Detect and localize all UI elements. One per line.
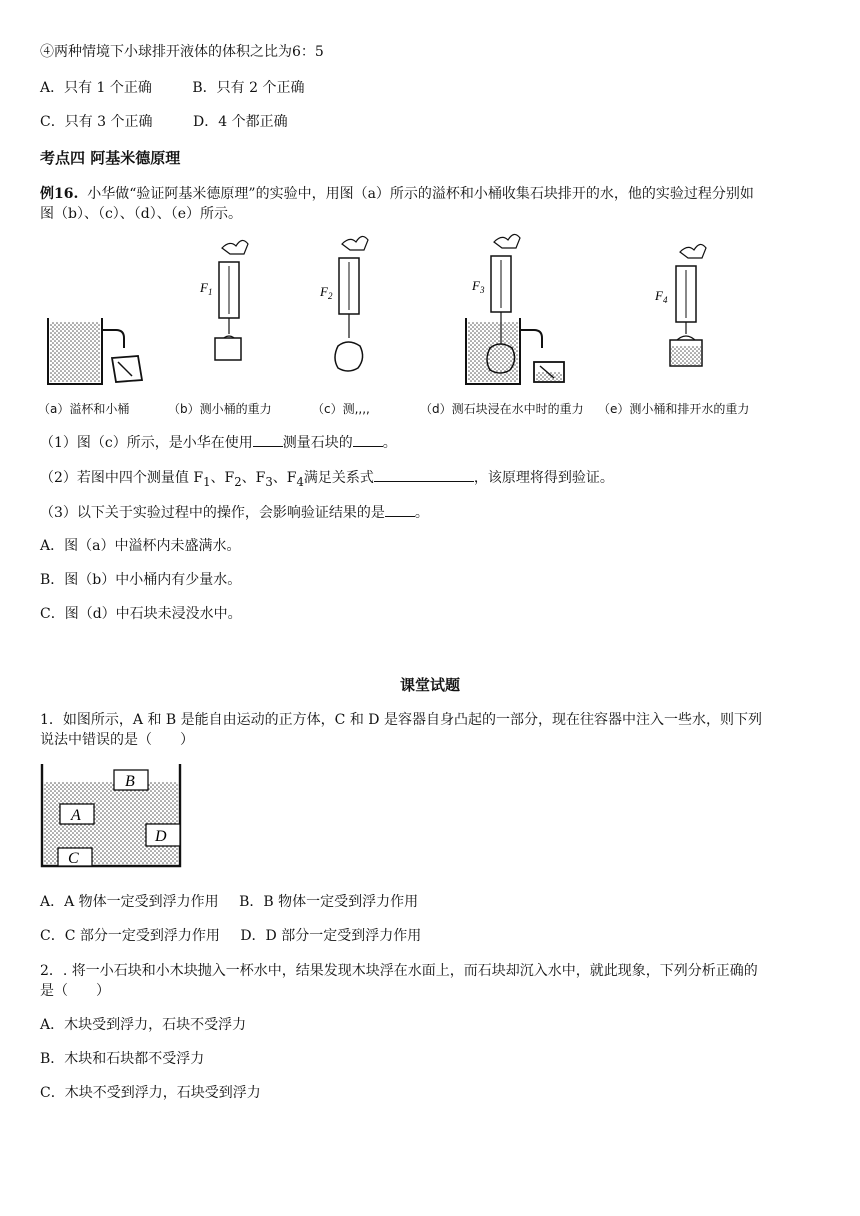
cq1-options-ab — [40, 892, 418, 912]
caption-e: （e）测小桶和排开水的重力 — [598, 402, 750, 416]
cq1-line2: 说法中错误的是（ ） — [40, 732, 194, 748]
cq1-option-a[interactable]: A．A 物体一定受到浮力作用 — [40, 894, 219, 910]
example16-line2: 图（b）、（c）、（d）、（e）所示。 — [40, 206, 243, 222]
cq2-option-a[interactable]: A．木块受到浮力，石块不受浮力 — [40, 1017, 247, 1033]
example16-line1 — [40, 184, 754, 204]
ex16-option-a[interactable]: A．图（a）中溢杯内未盛满水。 — [40, 538, 241, 554]
cq1-option-c[interactable]: C．C 部分一定受到浮力作用 — [40, 928, 220, 944]
cq1-option-b[interactable]: B．B 物体一定受到浮力作用 — [239, 894, 419, 910]
answer-blank-4[interactable] — [385, 502, 415, 517]
option-c[interactable]: C．只有 3 个正确 — [40, 114, 153, 130]
small-bucket-a — [112, 356, 142, 382]
svg-text:C: C — [68, 850, 79, 867]
cq1-line1: 1．如图所示，A 和 B 是能自由运动的正方体，C 和 D 是容器自身凸起的一部分，现在往容器中注入一些水，则下列 — [40, 712, 762, 728]
option-d[interactable]: D．4 个都正确 — [192, 114, 288, 130]
cq1-options-cd — [40, 926, 421, 946]
bump-d — [146, 824, 180, 846]
bump-c — [58, 848, 92, 867]
subquestion-1: （1）图（c）所示，是小华在使用 测量石块的 。 — [40, 432, 397, 453]
subquestion-2: （2）若图中四个测量值 $F_1$、$F_2$、$F_3$、$F_4$满足关系式 ，该原理将得到验证。 — [40, 467, 614, 492]
cq2-line2: 是（ ） — [40, 983, 110, 999]
example-text-1: 小华做“验证阿基米德原理”的实验中，用图（a）所示的溢杯和小桶收集石块排开的水，他的实验过程分别如 — [87, 186, 754, 202]
container-figure — [36, 760, 186, 872]
block-b — [114, 770, 148, 790]
options-row-ab — [40, 78, 304, 98]
caption-b: （b）测小桶的重力 — [168, 402, 272, 416]
classroom-title: 课堂试题 — [399, 676, 460, 694]
option-b[interactable]: B．只有 2 个正确 — [192, 80, 305, 96]
statement-4: ④两种情境下小球排开液体的体积之比为6：5 — [40, 44, 324, 60]
ex16-option-b[interactable]: B．图（b）中小桶内有少量水。 — [40, 572, 242, 588]
cq2-option-c[interactable]: C．木块不受到浮力，石块受到浮力 — [40, 1085, 261, 1101]
svg-text:A: A — [71, 807, 81, 824]
force-label-f4: $F_4$ — [655, 288, 668, 305]
svg-text:D: D — [155, 828, 167, 845]
answer-blank-2[interactable] — [353, 432, 383, 447]
cq1-option-d[interactable]: D．D 部分一定受到浮力作用 — [240, 928, 422, 944]
experiment-figure — [0, 230, 860, 400]
ex16-option-c[interactable]: C．图（d）中石块未浸没水中。 — [40, 606, 242, 622]
force-label-f1: $F_1$ — [200, 280, 213, 297]
overflow-cup-a — [48, 318, 124, 384]
section-heading: 考点四 阿基米德原理 — [40, 149, 181, 167]
svg-text:B: B — [125, 773, 135, 790]
force-label-f2: $F_2$ — [320, 284, 333, 301]
caption-c: （c）测,,,, — [312, 402, 370, 416]
answer-blank-3[interactable] — [374, 467, 474, 482]
cq2-option-b[interactable]: B．木块和石块都不受浮力 — [40, 1051, 205, 1067]
option-a[interactable]: A．只有 1 个正确 — [40, 80, 152, 96]
options-row-cd — [40, 112, 288, 132]
example-label: 例16. — [40, 186, 79, 202]
spring-scale-e — [654, 244, 706, 366]
spring-scale-c — [319, 236, 368, 371]
block-a — [60, 804, 94, 824]
spring-scale-d — [466, 234, 564, 384]
spring-scale-b — [199, 240, 248, 360]
cq2-line1: 2．. 将一小石块和小木块抛入一杯水中，结果发现木块浮在水面上，而石块却沉入水中，就此现象，下列分析正确的 — [40, 963, 758, 979]
caption-d: （d）测石块浸在水中时的重力 — [420, 402, 584, 416]
subquestion-3: （3）以下关于实验过程中的操作，会影响验证结果的是 。 — [40, 502, 429, 523]
answer-blank-1[interactable] — [253, 432, 283, 447]
caption-a: （a）溢杯和小桶 — [38, 402, 130, 416]
force-label-f3: $F_3$ — [472, 278, 485, 295]
